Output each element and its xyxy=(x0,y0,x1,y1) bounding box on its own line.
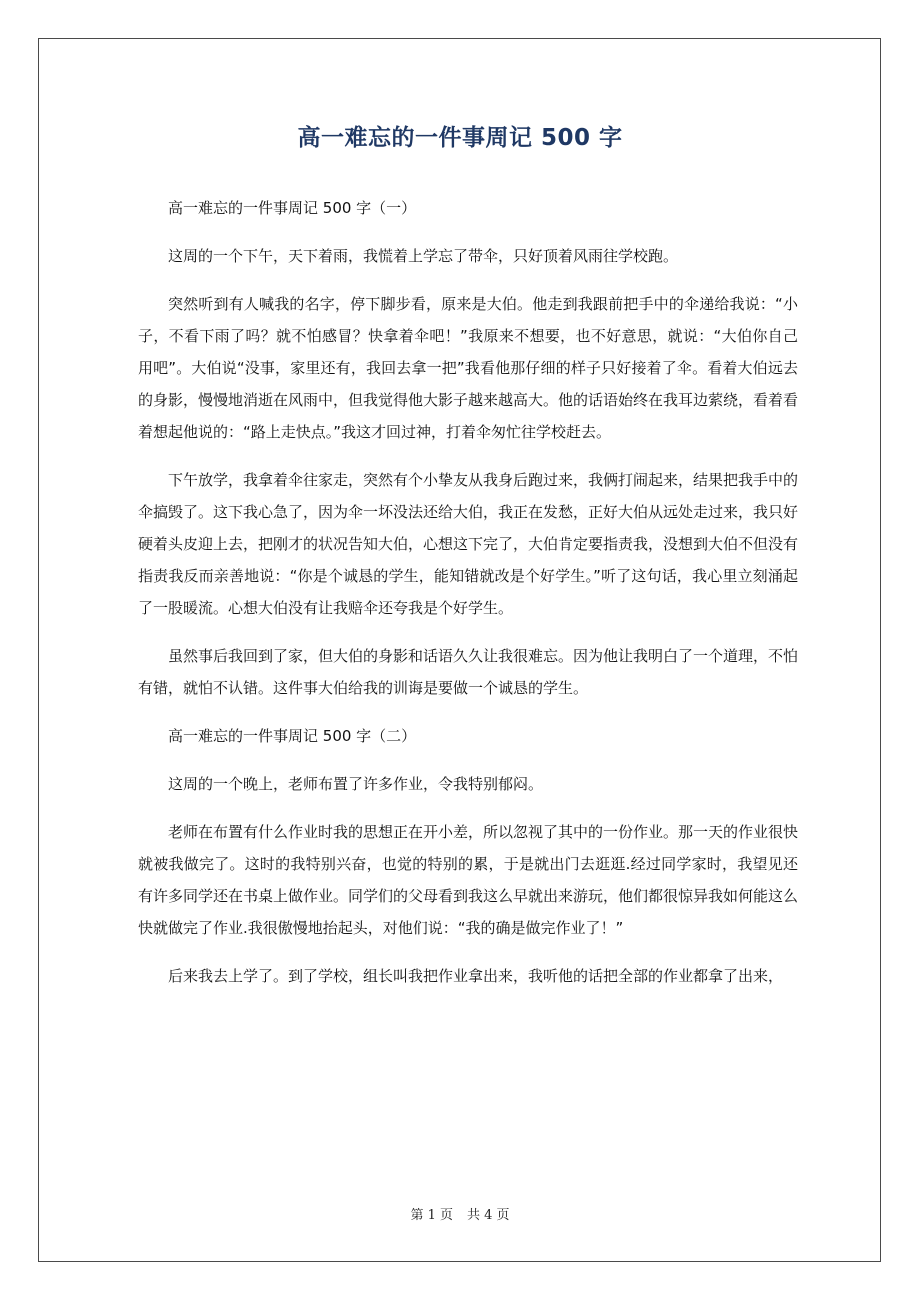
paragraph: 虽然事后我回到了家，但大伯的身影和话语久久让我很难忘。因为他让我明白了一个道理，不怕有错，就怕不认错。这件事大伯给我的训诲是要做一个诚恳的学生。 xyxy=(138,647,799,697)
paragraph: 老师在布置有什么作业时我的思想正在开小差，所以忽视了其中的一份作业。那一天的作业很快就被我做完了。这时的我特别兴奋，也觉的特别的累，于是就出门去逛逛.经过同学家时，我望见还有许多同学还在书桌上做作业。同学们的父母看到我这么早就出来游玩，他们都很惊异我如何能这么快就做完了作业.我很傲慢地抬起头，对他们说：“我的确是做完作业了！” xyxy=(138,823,799,937)
document-body xyxy=(138,192,798,1008)
document-title: 高一难忘的一件事周记 500 字 xyxy=(297,125,623,151)
page-footer xyxy=(0,1205,920,1227)
page-number: 第 1 页 xyxy=(410,1208,453,1223)
paragraph: 突然听到有人喊我的名字，停下脚步看，原来是大伯。他走到我跟前把手中的伞递给我说：“小子，不看下雨了吗？就不怕感冒？快拿着伞吧！”我原来不想要，也不好意思，就说：“大伯你自己用吧”。大伯说“没事，家里还有，我回去拿一把”我看他那仔细的样子只好接着了伞。看着大伯远去的身影，慢慢地消逝在风雨中，但我觉得他大影子越来越高大。他的话语始终在我耳边萦绕，看着看着想起他说的：“路上走快点。”我这才回过神，打着伞匆忙往学校赶去。 xyxy=(138,295,799,441)
page-total: 共 4 页 xyxy=(467,1208,510,1223)
section-heading-1: 高一难忘的一件事周记 500 字（一） xyxy=(168,199,417,217)
paragraph: 下午放学，我拿着伞往家走，突然有个小挚友从我身后跑过来，我俩打闹起来，结果把我手中的伞搞毁了。这下我心急了，因为伞一坏没法还给大伯，我正在发愁，正好大伯从远处走过来，我只好硬着头皮迎上去，把刚才的状况告知大伯，心想这下完了，大伯肯定要指责我，没想到大伯不但没有指责我反而亲善地说：“你是个诚恳的学生，能知错就改是个好学生。”听了这句话，我心里立刻涌起了一股暖流。心想大伯没有让我赔伞还夸我是个好学生。 xyxy=(138,471,799,617)
paragraph: 这周的一个晚上，老师布置了许多作业，令我特别郁闷。 xyxy=(168,775,544,793)
paragraph: 这周的一个下午，天下着雨，我慌着上学忘了带伞，只好顶着风雨往学校跑。 xyxy=(168,247,679,265)
section-heading-2: 高一难忘的一件事周记 500 字（二） xyxy=(168,727,417,745)
paragraph: 后来我去上学了。到了学校，组长叫我把作业拿出来，我听他的话把全部的作业都拿了出来， xyxy=(168,967,784,985)
